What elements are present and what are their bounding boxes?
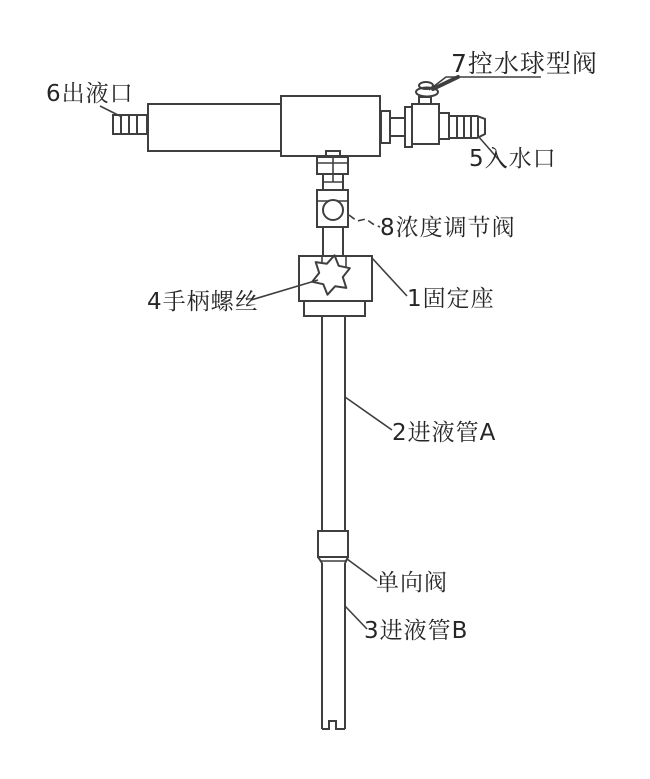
leader-line-check-valve: [347, 559, 377, 581]
leader-line-2: [345, 397, 392, 430]
mixer-cylinder: [148, 104, 281, 151]
leader-line-6: [100, 106, 122, 117]
label-handle-screw-4: 4手柄螺丝: [147, 289, 259, 315]
label-fixing-seat-1: 1固定座: [407, 286, 495, 312]
inlet-hose-barb: [449, 116, 485, 138]
leader-line-1: [372, 258, 407, 296]
label-concentration-valve-8: 8浓度调节阀: [380, 215, 516, 241]
block-bottom-fitting: [317, 151, 348, 190]
leader-line-8: [349, 215, 380, 227]
concentration-adjust-valve: [317, 190, 348, 227]
tube-to-seat: [323, 227, 343, 258]
fixing-seat-base: [304, 301, 365, 316]
label-outlet-6: 6出液口: [46, 81, 134, 107]
valve-handle: [433, 77, 458, 89]
suction-tube-a: [322, 316, 345, 531]
label-check-valve: 单向阀: [376, 570, 448, 596]
label-suction-tube-b-3: 3进液管B: [364, 618, 469, 644]
suction-tube-b: [322, 563, 345, 729]
label-water-ball-valve-7: 7控水球型阀: [451, 49, 598, 78]
mixer-block: [281, 96, 380, 156]
label-water-inlet-5: 5入水口: [469, 146, 557, 172]
check-valve-body: [318, 531, 348, 563]
label-suction-tube-a-2: 2进液管A: [392, 420, 497, 446]
valve-ball: [323, 200, 343, 220]
outlet-hose-barb: [113, 115, 147, 134]
fixing-seat: [299, 255, 372, 316]
water-control-ball-valve: [412, 77, 458, 144]
inlet-connector: [381, 107, 412, 147]
